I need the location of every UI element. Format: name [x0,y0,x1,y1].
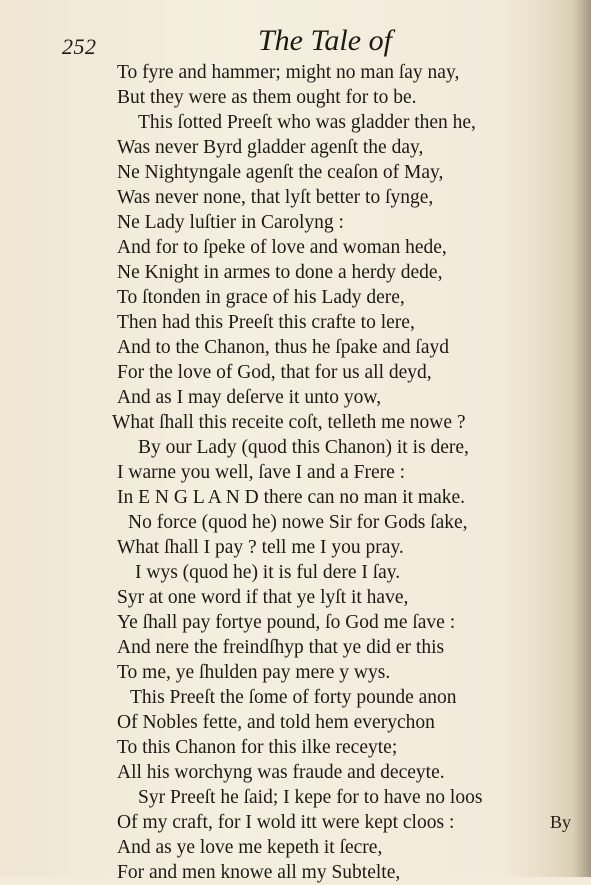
text-line: No force (quod he) nowe Sir for Gods ſake, [128,512,468,533]
text-line: To ſtonden in grace of his Lady dere, [117,287,405,308]
text-line: I wys (quod he) it is ful dere I ſay. [135,562,401,583]
text-line: What ſhall this receite coſt, telleth me nowe ? [112,412,466,433]
text-line: In E N G L A N D there can no man it make. [117,487,466,508]
text-line: Was never none, that lyſt better to ſynge, [117,187,434,208]
running-title: The Tale of [258,24,392,57]
text-line: And to the Chanon, thus he ſpake and ſayd [117,337,449,358]
text-line: For and men knowe all my Subtelte, [117,862,401,883]
page-number: 252 [62,34,97,59]
text-line: And as ye love me kepeth it ſecre, [117,837,383,858]
text-line: To this Chanon for this ilke receyte; [117,737,398,758]
text-line: Ne Nightyngale agenſt the ceaſon of May, [117,162,444,183]
text-line: All his worchyng was fraude and deceyte. [117,762,445,783]
text-line: This Preeſt the ſome of forty pounde anon [130,687,457,708]
text-line: And for to ſpeke of love and woman hede, [117,237,447,258]
text-line: Ne Lady luſtier in Carolyng : [117,212,344,233]
text-line: But they were as them ought for to be. [117,87,417,108]
text-line: What ſhall I pay ? tell me I you pray. [117,537,404,558]
catchword: By [550,812,572,832]
text-line: Then had this Preeſt this crafte to lere, [117,312,415,333]
text-line: And nere the freindſhyp that ye did er this [117,637,445,658]
text-line: Was never Byrd gladder agenſt the day, [117,137,424,158]
text-line: Ne Knight in armes to done a herdy dede, [117,262,443,283]
spine-shadow [573,0,591,877]
text-line: By our Lady (quod this Chanon) it is dere, [138,437,469,458]
text-line: Syr Preeſt he ſaid; I kepe for to have no loos [138,787,483,808]
text-line: For the love of God, that for us all deyd, [117,362,432,383]
text-line: Of my craft, for I wold itt were kept cloos : [117,812,455,833]
text-line: Ye ſhall pay fortye pound, ſo God me ſave : [117,612,456,633]
text-line: And as I may deſerve it unto yow, [117,387,382,408]
text-line: This ſotted Preeſt who was gladder then he, [138,112,476,133]
text-line: To me, ye ſhulden pay mere y wys. [117,662,391,683]
text-line: I warne you well, ſave I and a Frere : [117,462,406,483]
text-line: To fyre and hammer; might no man ſay nay, [117,62,460,83]
text-line: Syr at one word if that ye lyſt it have, [117,587,409,608]
text-line: Of Nobles fette, and told hem everychon [117,712,435,733]
